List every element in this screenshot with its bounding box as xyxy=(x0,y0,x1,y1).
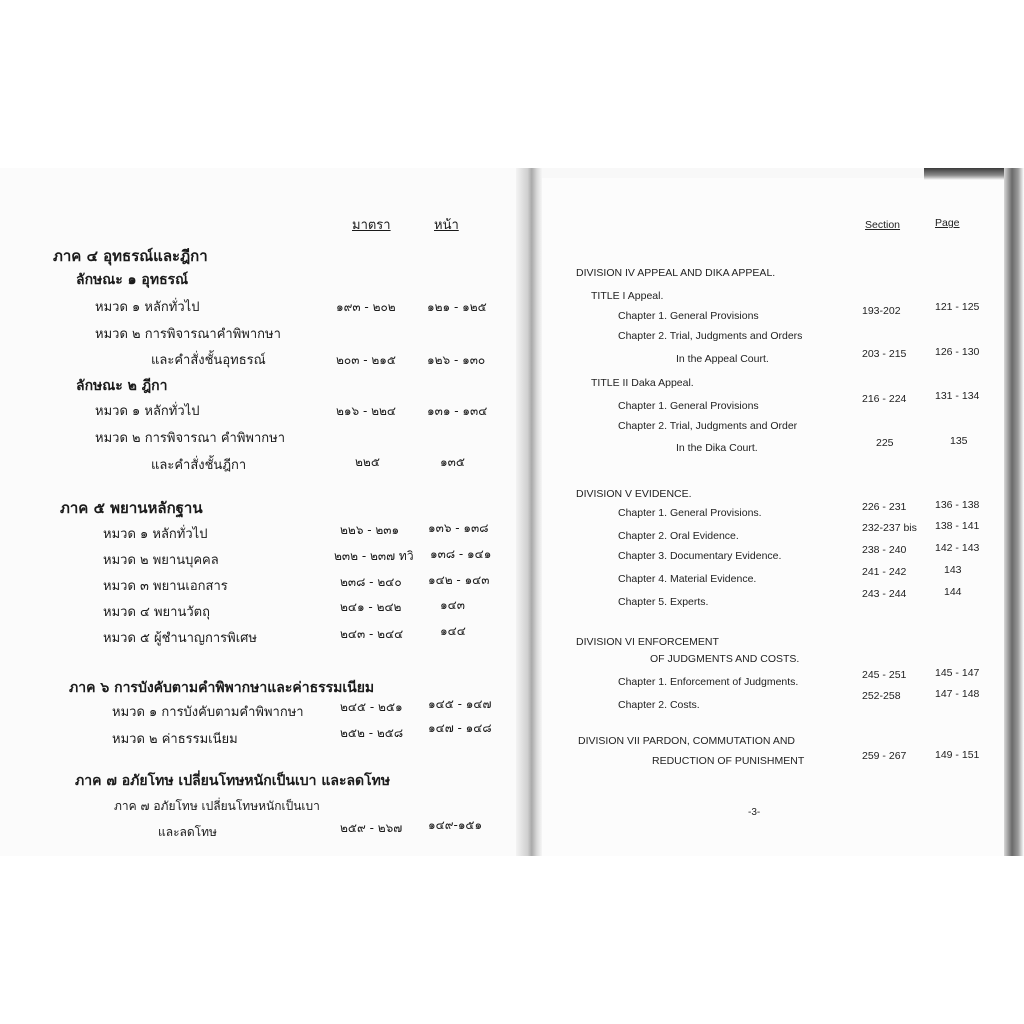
toc-entry-section: ๒๕๒ - ๒๕๘ xyxy=(340,726,404,740)
toc-entry-page: 121 - 125 xyxy=(935,301,980,313)
division-heading-cont: OF JUDGMENTS AND COSTS. xyxy=(650,653,800,665)
toc-entry-section: 203 - 215 xyxy=(862,348,907,360)
toc-entry-page: ๑๔๓ xyxy=(440,598,465,612)
toc-entry-section: ๒๓๒ - ๒๓๗ ทวิ xyxy=(334,549,414,563)
toc-entry-page: ๑๔๗ - ๑๔๘ xyxy=(428,721,492,735)
toc-entry-page: 147 - 148 xyxy=(935,688,980,700)
toc-entry-label: หมวด ๔ พยานวัตถุ xyxy=(103,605,210,620)
toc-entry-label-cont: In the Dika Court. xyxy=(676,442,758,454)
toc-entry-label-cont: In the Appeal Court. xyxy=(676,353,769,365)
toc-entry-label: Chapter 1. General Provisions. xyxy=(618,507,762,519)
toc-entry-label: Chapter 5. Experts. xyxy=(618,596,709,608)
toc-entry-label: หมวด ๒ ค่าธรรมเนียม xyxy=(112,732,238,747)
toc-entry-section: 259 - 267 xyxy=(862,750,907,762)
toc-entry-label: Chapter 1. Enforcement of Judgments. xyxy=(618,676,799,688)
toc-entry-label: หมวด ๒ การพิจารณาคำพิพากษา xyxy=(95,327,281,342)
column-header-page: Page xyxy=(935,217,960,229)
toc-entry-label: หมวด ๑ หลักทั่วไป xyxy=(95,404,200,419)
toc-entry-section: 226 - 231 xyxy=(862,501,907,513)
toc-entry-label: Chapter 2. Costs. xyxy=(618,699,700,711)
toc-entry-section: ๒๓๘ - ๒๔๐ xyxy=(340,575,402,589)
toc-entry-label: หมวด ๒ พยานบุคคล xyxy=(103,553,219,568)
toc-entry-page: ๑๔๒ - ๑๔๓ xyxy=(428,573,490,587)
column-header-page: หน้า xyxy=(434,218,459,233)
title-heading: TITLE I Appeal. xyxy=(591,290,664,302)
book-gutter xyxy=(516,168,542,856)
toc-entry-section: 232-237 bis xyxy=(862,522,917,534)
part-heading: ภาค ๗ อภัยโทษ เปลี่ยนโทษหนักเป็นเบา และลดโทษ xyxy=(75,773,391,789)
toc-entry-label: หมวด ๑ หลักทั่วไป xyxy=(103,527,208,542)
toc-entry-label: Chapter 2. Oral Evidence. xyxy=(618,530,739,542)
toc-entry-page: ๑๓๖ - ๑๓๘ xyxy=(428,521,489,535)
toc-entry-section: ๒๕๙ - ๒๖๗ xyxy=(340,821,403,835)
toc-entry-label-cont: และลดโทษ xyxy=(158,825,217,839)
toc-entry-page: 135 xyxy=(950,435,968,447)
toc-entry-section: 241 - 242 xyxy=(862,566,907,578)
toc-entry-page: ๑๓๕ xyxy=(440,455,465,469)
toc-entry-section: 225 xyxy=(876,437,894,449)
toc-entry-page: 136 - 138 xyxy=(935,499,980,511)
toc-entry-page: ๑๒๖ - ๑๓๐ xyxy=(427,353,486,367)
toc-entry-page: ๑๒๑ - ๑๒๕ xyxy=(427,300,487,314)
toc-entry-label: ภาค ๗ อภัยโทษ เปลี่ยนโทษหนักเป็นเบา xyxy=(114,799,320,813)
toc-entry-section: ๒๔๕ - ๒๕๑ xyxy=(340,700,403,714)
toc-entry-label: หมวด ๕ ผู้ชำนาญการพิเศษ xyxy=(103,631,257,646)
toc-entry-page: ๑๓๑ - ๑๓๔ xyxy=(427,404,488,418)
toc-entry-page: ๑๔๔ xyxy=(440,624,466,638)
page-edge xyxy=(1004,168,1024,856)
toc-entry-page: 143 xyxy=(944,564,962,576)
toc-entry-label: Chapter 1. General Provisions xyxy=(618,310,759,322)
toc-entry-section: 243 - 244 xyxy=(862,588,907,600)
division-heading: DIVISION IV APPEAL AND DIKA APPEAL. xyxy=(576,267,776,279)
toc-entry-section: ๒๒๖ - ๒๓๑ xyxy=(340,523,400,537)
toc-entry-label: Chapter 3. Documentary Evidence. xyxy=(618,550,782,562)
toc-entry-label: หมวด ๑ การบังคับตามคำพิพากษา xyxy=(112,705,304,720)
toc-entry-page: 138 - 141 xyxy=(935,520,980,532)
toc-entry-page: ๑๔๙-๑๕๑ xyxy=(428,818,483,832)
toc-entry-label: หมวด ๑ หลักทั่วไป xyxy=(95,300,200,315)
toc-entry-section: ๑๙๓ - ๒๐๒ xyxy=(336,300,396,314)
toc-entry-label: หมวด ๓ พยานเอกสาร xyxy=(103,579,228,594)
toc-entry-page: 144 xyxy=(944,586,962,598)
column-header-section: มาตรา xyxy=(352,218,391,233)
toc-entry-page: 131 - 134 xyxy=(935,390,980,402)
toc-entry-section: 238 - 240 xyxy=(862,544,907,556)
column-header-section: Section xyxy=(865,219,901,231)
toc-entry-section: ๒๔๑ - ๒๔๒ xyxy=(340,600,402,614)
toc-entry-section: ๒๐๓ - ๒๑๕ xyxy=(336,353,397,367)
toc-entry-page: 145 - 147 xyxy=(935,667,980,679)
toc-entry-label-cont: และคำสั่งชั้นฎีกา xyxy=(151,458,247,473)
page-number: -3- xyxy=(748,807,761,818)
toc-entry-section: ๒๒๕ xyxy=(355,455,380,469)
division-heading: DIVISION V EVIDENCE. xyxy=(576,488,692,500)
toc-entry-section: 216 - 224 xyxy=(862,393,907,405)
part-heading: ภาค ๕ พยานหลักฐาน xyxy=(60,499,203,517)
toc-entry-label: หมวด ๒ การพิจารณา คำพิพากษา xyxy=(95,431,286,446)
title-heading: ลักษณะ ๒ ฎีกา xyxy=(76,378,168,394)
title-heading: ลักษณะ ๑ อุทธรณ์ xyxy=(76,272,189,288)
toc-entry-section: 252-258 xyxy=(862,690,901,702)
toc-entry-section: ๒๔๓ - ๒๔๔ xyxy=(340,627,404,641)
toc-entry-label: Chapter 4. Material Evidence. xyxy=(618,573,757,585)
toc-entry-section: 193-202 xyxy=(862,305,901,317)
toc-entry-page: ๑๔๕ - ๑๔๗ xyxy=(428,697,492,711)
part-heading: ภาค ๔ อุทธรณ์และฎีกา xyxy=(53,247,208,265)
toc-entry-label: Chapter 2. Trial, Judgments and Order xyxy=(618,420,798,432)
toc-entry-label-cont: และคำสั่งชั้นอุทธรณ์ xyxy=(151,353,266,368)
division-heading: DIVISION VII PARDON, COMMUTATION AND xyxy=(578,735,796,747)
toc-entry-section: ๒๑๖ - ๒๒๔ xyxy=(336,404,397,418)
toc-entry-section: 245 - 251 xyxy=(862,669,907,681)
toc-entry-page: 142 - 143 xyxy=(935,542,980,554)
division-heading-cont: REDUCTION OF PUNISHMENT xyxy=(652,755,805,767)
part-heading: ภาค ๖ การบังคับตามคำพิพากษาและค่าธรรมเนียม xyxy=(69,680,375,696)
toc-entry-label: Chapter 2. Trial, Judgments and Orders xyxy=(618,330,803,342)
title-heading: TITLE II Daka Appeal. xyxy=(591,377,694,389)
division-heading: DIVISION VI ENFORCEMENT xyxy=(576,636,719,648)
toc-entry-label: Chapter 1. General Provisions xyxy=(618,400,759,412)
toc-entry-page: 149 - 151 xyxy=(935,749,980,761)
toc-entry-page: ๑๓๘ - ๑๔๑ xyxy=(430,547,492,561)
toc-entry-page: 126 - 130 xyxy=(935,346,980,358)
